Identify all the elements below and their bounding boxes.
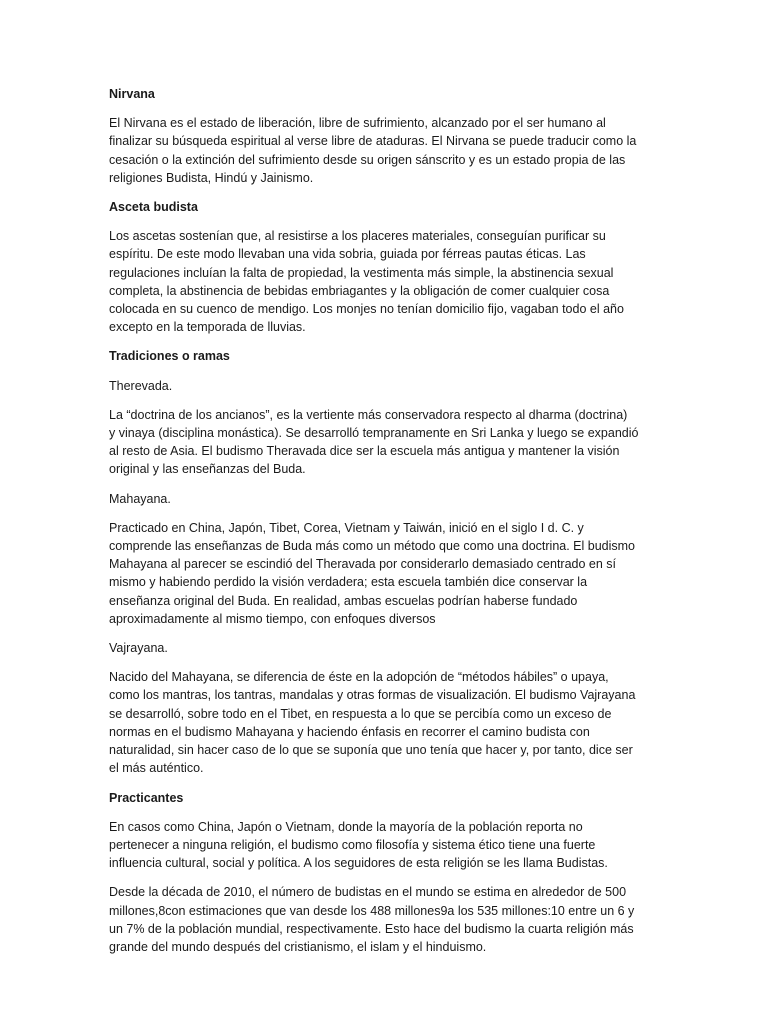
heading-nirvana: Nirvana [109, 87, 155, 101]
paragraph-practicantes-2: Desde la década de 2010, el número de budistas en el mundo se estima en alrededor de 500 millones,8con estimaciones que van desde los 488 millones9a los 535 millones:10 entre un 6 y un 7% de la población mundial, respectivamente. Esto hace del budismo la cuarta religión más grande del mundo después del cristianismo, el islam y el hinduismo. [109, 885, 635, 954]
heading-asceta-budista: Asceta budista [109, 200, 198, 215]
subheading-therevada: Therevada. [109, 378, 173, 393]
paragraph-asceta-budista: Los ascetas sostenían que, al resistirse a los placeres materiales, conseguían purificar su espíritu. De este modo llevaban una vida sobria, guiada por férreas pautas éticas. Las regulaciones incluían la falta de propiedad, la vestimenta más simple, la abstinencia sexual completa, la abstinencia de bebidas embriagantes y la obligación de comer cualquier cosa colocada en su cuenco de mendigo. Los monjes no tenían domicilio fijo, vagaban todo el año excepto en la temporada de lluvias. [109, 229, 624, 335]
paragraph-nirvana: El Nirvana es el estado de liberación, libre de sufrimiento, alcanzado por el ser humano al finalizar su búsqueda espiritual al verse libre de ataduras. El Nirvana se puede traducir como la cesación o la extinción del sufrimiento desde su origen sánscrito y es un estado propia de las religiones Budista, Hindú y Jainismo. [109, 116, 637, 185]
subheading-vajrayana: Vajrayana. [109, 641, 168, 656]
paragraph-vajrayana: Nacido del Mahayana, se diferencia de éste en la adopción de “métodos hábiles” o upaya, como los mantras, los tantras, mandalas y otras formas de visualización. El budismo Vajrayana se desarrolló, sobre todo en el Tibet, en respuesta a lo que se percibía como un exceso de normas en el budismo Mahayana y haciendo énfasis en recorrer el camino budista con naturalidad, sin hacer caso de lo que se suponía que uno tenía que hacer y, por tanto, dice ser el más auténtico. [109, 670, 636, 776]
heading-tradiciones: Tradiciones o ramas [109, 349, 230, 364]
paragraph-mahayana: Practicado en China, Japón, Tibet, Corea, Vietnam y Taiwán, inició en el siglo I d. C. y comprende las enseñanzas de Buda más como un método que como una doctrina. El budismo Mahayana al parecer se escindió del Theravada por considerarlo demasiado centrado en sí mismo y habiendo perdido la visión verdadera; esta escuela también dice conservar la enseñanza original del Buda. En realidad, ambas escuelas podrían haberse fundado aproximadamente al mismo tiempo, con enfoques diversos [109, 520, 636, 626]
paragraph-practicantes-1: En casos como China, Japón o Vietnam, donde la mayoría de la población reporta no pertenecer a ninguna religión, el budismo como filosofía y sistema ético tiene una fuerte influencia cultural, social y política. A los seguidores de esta religión se les llama Budistas. [109, 819, 608, 871]
subheading-mahayana: Mahayana. [109, 491, 171, 506]
document-page [109, 85, 654, 967]
paragraph-therevada: La “doctrina de los ancianos”, es la vertiente más conservadora respecto al dharma (doctrina) y vinaya (disciplina monástica). Se desarrolló tempranamente en Sri Lanka y luego se expandió al resto de Asia. El budismo Theravada dice ser la escuela más antigua y mantener la visión original y las enseñanzas del Buda. [109, 407, 639, 477]
heading-practicantes: Practicantes [109, 790, 184, 805]
